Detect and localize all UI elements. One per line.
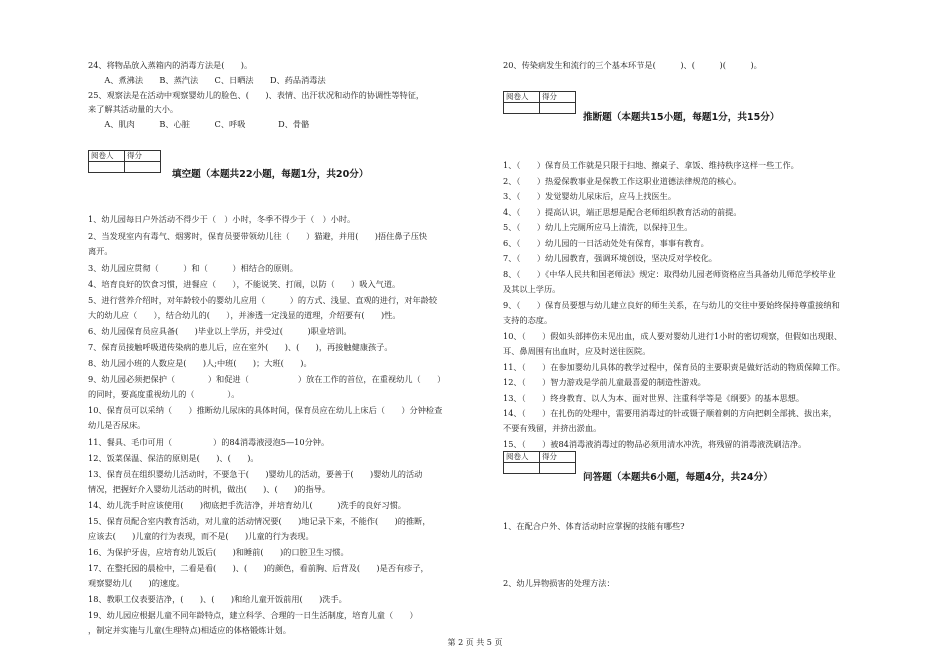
question-25-options: A、肌肉 B、心脏 C、呼吸 D、骨骼: [88, 119, 310, 129]
judge-item: 及其以上学历。: [503, 284, 561, 294]
question-25: 25、观察法是在活动中观察婴幼儿的脸色、( )、表情、出汗状况和动作的协调性等特征，: [88, 90, 425, 100]
fill-question: 大的幼儿应（ ），结合幼儿的( ），并渗透一定浅显的道理，介绍要有( )性。: [88, 310, 401, 320]
essay-item: 1、在配合户外、体育活动时应掌握的技能有哪些?: [503, 521, 685, 531]
judge-item: 13、（ ）终身教育、以人为本、面对世界、注重科学等是《纲要》的基本思想。: [503, 393, 805, 403]
fill-question: 17、在整托园的晨检中，二看是看( )、( )的颜色，看前胸、后背及( )是否有疹子，: [88, 563, 429, 573]
fill-in-score-box: [88, 150, 161, 173]
judge-score-box: [503, 91, 576, 114]
fill-question: 14、幼儿洗手时应该使用( )彻底把手洗洁净，并培育幼儿( )洗手的良好习惯。: [88, 500, 406, 510]
judge-item: 11、（ ）在参加婴幼儿具体的教学过程中，保育员的主要职责是做好活动的物质保障工作。: [503, 362, 846, 372]
judge-item: 9、（ ）保育员要想与幼儿建立良好的师生关系，在与幼儿的交往中要始终保持尊重接纳和: [503, 300, 840, 310]
score-cell: [125, 162, 161, 173]
judge-item: 7、（ ）幼儿园教育，强调环境创设，坚决反对学校化。: [503, 253, 717, 263]
fill-question: 应该去( )儿童的行为表现，而不是( )儿童的行为表现。: [88, 531, 314, 541]
fill-question: 12、饭菜保温、保洁的原则是( )、( )。: [88, 453, 259, 463]
reviewer-label: 阅卷人: [504, 452, 540, 463]
fill-question: 13、保育员在组织婴幼儿活动时，不要急于( )婴幼儿的活动，要善于( )婴幼儿的活动: [88, 469, 423, 479]
fill-question: 19、幼儿园应根据儿童不同年龄特点，建立科学、合理的一日生活制度，培育儿童（ ）: [88, 610, 418, 620]
score-cell: [540, 103, 576, 114]
fill-question: 的同时，要高度重视幼儿的（ ）。: [88, 389, 240, 399]
fill-question: 16、为保护牙齿，应培育幼儿饭后( )和睡前( )的口腔卫生习惯。: [88, 547, 349, 557]
reviewer-cell: [504, 463, 540, 474]
judge-item: 12、（ ）智力游戏是学前儿童最喜爱的制造性游戏。: [503, 377, 706, 387]
judge-item: 15、（ ）被84消毒液消毒过的物品必须用清水冲洗，将残留的消毒液洗刷洁净。: [503, 439, 807, 449]
question-24-options: A、煮沸法 B、蒸汽法 C、日晒法 D、药品消毒法: [88, 75, 326, 85]
essay-section-title: 问答题（本题共6小题，每题4分，共24分）: [583, 472, 773, 483]
judge-item: 5、（ ）幼儿上完厕所应马上清洗，以保持卫生。: [503, 222, 693, 232]
fill-question: 8、幼儿园小班的人数应是( )人;中班( )；大班( )。: [88, 358, 312, 368]
judge-item: 10、（ ）假如头部摔伤未见出血，成人要对婴幼儿进行1小时的密切观察，但假如出现眼、: [503, 331, 843, 341]
page-footer: 第 2 页 共 5 页: [447, 638, 503, 647]
fill-question: 11、餐具、毛巾可用（ ）的84消毒液浸泡5—10分钟。: [88, 437, 330, 447]
score-label: 得分: [540, 92, 576, 103]
reviewer-label: 阅卷人: [504, 92, 540, 103]
judge-item: 3、（ ）发觉婴幼儿尿床后，应马上找医生。: [503, 191, 677, 201]
score-label: 得分: [125, 151, 161, 162]
judge-item: 2、（ ）热爱保教事业是保教工作这职业道德法律规范的核心。: [503, 176, 742, 186]
judge-item: 1、（ ）保育员工作就是只限于扫地、擦桌子、拿饭、维持秩序这样一些工作。: [503, 160, 799, 170]
fill-question: 幼儿是否尿床。: [88, 420, 146, 430]
fill-question: 10、保育员可以采纳（ ）推断幼儿尿床的具体时间，保育员应在幼儿上床后（ ）分钟检查: [88, 405, 443, 415]
fill-question: 1、幼儿园每日户外活动不得少于（ ）小时，冬季不得少于（ ）小时。: [88, 214, 356, 224]
reviewer-cell: [504, 103, 540, 114]
fill-question: 3、幼儿园应贯彻（ ）和（ ）相结合的原则。: [88, 263, 298, 273]
reviewer-cell: [89, 162, 125, 173]
fill-question: 5、进行营养介绍时，对年龄较小的婴幼儿应用（ ）的方式、浅显、直观的进行，对年龄较: [88, 295, 438, 305]
judge-item: 8、（ ）《中华人民共和国老师法》规定：取得幼儿园老师资格应当具备幼儿师范学校毕业: [503, 269, 836, 279]
fill-question: 观察婴幼儿( )的速度。: [88, 578, 185, 588]
judge-item: 14、（ ）在扎伤的处理中，需要用消毒过的针或镊子顺着刺的方向把刺全部挑、拔出来，: [503, 408, 837, 418]
judge-item: 支持的态度。: [503, 315, 553, 325]
judge-item: 6、（ ）幼儿园的一日活动处处有保育，事事有教育。: [503, 238, 709, 248]
fill-question: 2、当发现室内有毒气、烟雾时，保育员要带领幼儿往（ ）猫避，并用( )捂住鼻子压快: [88, 231, 428, 241]
fill-question: 18、教职工仪表要洁净，( )、( )和给儿童开饭前用( )洗手。: [88, 594, 347, 604]
question-25-continued: 来了解其活动量的大小。: [88, 104, 179, 114]
fill-question: 15、保育员配合室内教育活动，对儿童的活动情况要( )地记录下来，不能作( )的推断，: [88, 516, 431, 526]
judge-section-title: 推断题（本题共15小题，每题1分，共15分）: [583, 112, 780, 123]
essay-score-box: [503, 451, 576, 474]
judge-item: 4、（ ）提高认识，端正思想是配合老师组织教育活动的前提。: [503, 207, 742, 217]
fill-question: 4、培育良好的饮食习惯，进餐应（ ），不能说笑、打闹，以防（ ）吸入气道。: [88, 279, 401, 289]
question-24: 24、将物品放入蒸箱内的消毒方法是( )。: [88, 60, 253, 70]
judge-item: 不要有残留，并挤出淤血。: [503, 423, 602, 433]
fill-question: 情况，把握好介入婴幼儿活动的时机，做出( )、( )的指导。: [88, 484, 331, 494]
score-cell: [540, 463, 576, 474]
score-label: 得分: [540, 452, 576, 463]
judge-item: 耳、鼻周围有出血时，应及时送往医院。: [503, 346, 651, 356]
fill-question: 9、幼儿园必须把保护（ ）和促进（ ）放在工作的首位，在重视幼儿（ ）: [88, 374, 446, 384]
fill-question: 7、保育员接触呼吸道传染病的患儿后，应在室外( )、( )，再接触健康孩子。: [88, 342, 393, 352]
fill-question: ，制定并实施与儿童(生理特点)相适应的体格锻炼计划。: [88, 625, 291, 635]
reviewer-label: 阅卷人: [89, 151, 125, 162]
question-20: 20、传染病发生和流行的三个基本环节是( )、( )( )。: [503, 60, 762, 70]
fill-in-section-title: 填空题（本题共22小题，每题1分，共20分）: [172, 169, 369, 180]
essay-item: 2、幼儿异物损害的处理方法：: [503, 578, 615, 588]
fill-question: 6、幼儿园保育员应具备( )毕业以上学历，并受过( )职业培训。: [88, 326, 352, 336]
fill-question: 离开。: [88, 246, 113, 256]
